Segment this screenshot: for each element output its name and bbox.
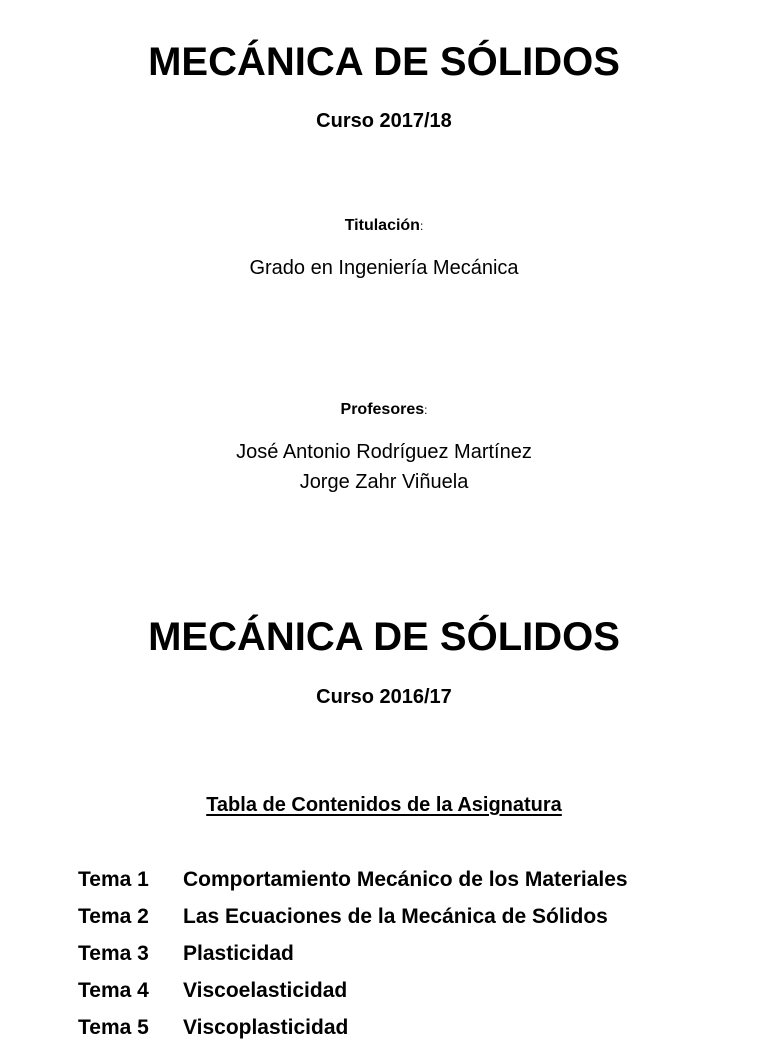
topic-name: Comportamiento Mecánico de los Materiales: [183, 868, 628, 891]
topic-name: Las Ecuaciones de la Mecánica de Sólidos: [183, 905, 608, 928]
toc-list: [78, 862, 758, 1047]
degree-label-text: Titulación: [344, 217, 420, 234]
course-year: Curso 2017/18: [316, 110, 452, 132]
topic-number: Tema 1: [78, 868, 149, 891]
topic-number: Tema 2: [78, 905, 149, 928]
professors-label-text: Profesores: [340, 401, 425, 418]
topic-number: Tema 3: [78, 942, 149, 965]
topic-number: Tema 5: [78, 1016, 149, 1039]
toc-heading-text: Tabla de Contenidos de la Asignatura: [206, 794, 562, 816]
toc-item: [78, 973, 758, 1010]
topic-name: Viscoplasticidad: [183, 1016, 349, 1039]
professors-label-colon: :: [424, 403, 428, 417]
toc-item: [78, 862, 758, 899]
course-year: Curso 2016/17: [316, 686, 452, 708]
toc-heading: [0, 792, 768, 818]
topic-name: Viscoelasticidad: [183, 979, 348, 1002]
degree-label-colon: :: [419, 219, 424, 233]
toc-item: [78, 899, 758, 936]
page-title: MECÁNICA DE SÓLIDOS: [148, 615, 620, 659]
page-title: MECÁNICA DE SÓLIDOS: [148, 40, 620, 84]
toc-item: [78, 1010, 758, 1047]
degree-value: Grado en Ingeniería Mecánica: [249, 257, 519, 279]
professors-label: [0, 399, 768, 421]
degree-label: [0, 215, 768, 237]
topic-name: Plasticidad: [183, 942, 294, 965]
toc-item: [78, 936, 758, 973]
professor-name: José Antonio Rodríguez Martínez: [236, 441, 532, 463]
professor-name: Jorge Zahr Viñuela: [299, 471, 469, 493]
topic-number: Tema 4: [78, 979, 149, 1002]
